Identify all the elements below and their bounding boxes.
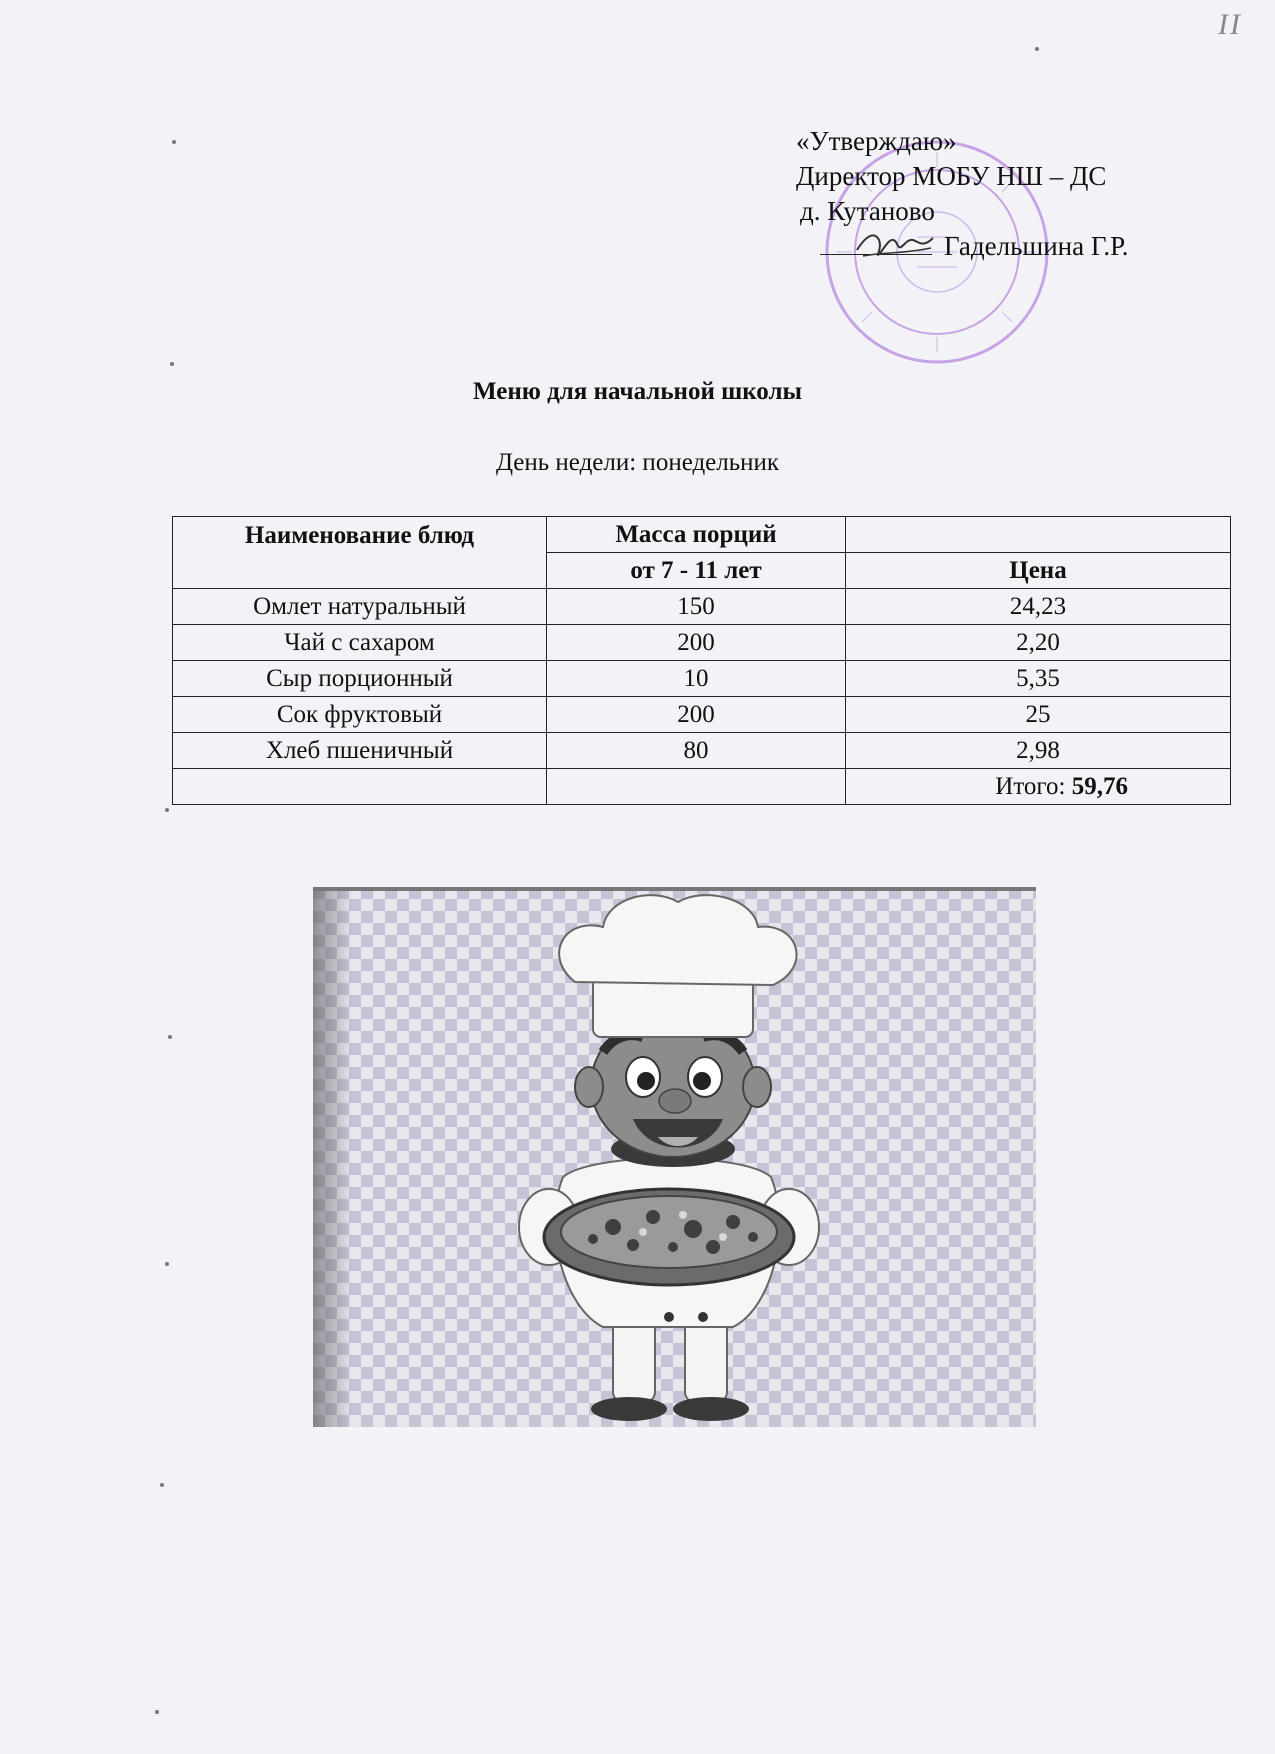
scan-speck <box>155 1710 159 1714</box>
approval-location: д. Кутаново <box>800 196 935 226</box>
table-row <box>173 625 1231 661</box>
empty-cell <box>173 769 547 805</box>
dish-name: Хлеб пшеничный <box>173 733 547 769</box>
dish-mass: 200 <box>547 625 846 661</box>
scan-speck <box>168 1035 172 1039</box>
approval-heading: «Утверждаю» <box>796 126 957 156</box>
price-header-top <box>846 517 1231 553</box>
scan-speck <box>165 1262 169 1266</box>
dish-name: Омлет натуральный <box>173 589 547 625</box>
mass-header: Масса порций <box>547 517 846 553</box>
total-row <box>173 769 1231 805</box>
handwritten-signature <box>853 226 938 268</box>
signature-line <box>796 229 1129 264</box>
dish-price: 24,23 <box>846 589 1231 625</box>
scan-speck <box>165 808 169 812</box>
scan-speck <box>170 362 174 366</box>
total-cell <box>846 769 1231 805</box>
total-value: 59,76 <box>1071 773 1128 800</box>
dish-name: Сыр порционный <box>173 661 547 697</box>
menu-table <box>172 516 1231 805</box>
dish-price: 25 <box>846 697 1231 733</box>
dish-mass: 200 <box>547 697 846 733</box>
dish-mass: 10 <box>547 661 846 697</box>
table-row <box>173 733 1231 769</box>
dish-name: Сок фруктовый <box>173 697 547 733</box>
dish-mass: 80 <box>547 733 846 769</box>
table-row <box>173 697 1231 733</box>
signer-name: Гадельшина Г.Р. <box>944 231 1129 261</box>
scan-speck <box>172 140 176 144</box>
dish-name-header: Наименование блюд <box>173 517 547 589</box>
dish-name: Чай с сахаром <box>173 625 547 661</box>
total-label: Итого: <box>995 773 1066 800</box>
empty-cell <box>547 769 846 805</box>
scan-speck <box>160 1483 164 1487</box>
chef-illustration <box>313 887 1036 1427</box>
dish-mass: 150 <box>547 589 846 625</box>
day-of-week: День недели: понедельник <box>495 449 780 476</box>
table-row <box>173 661 1231 697</box>
header-row-top <box>173 517 1231 553</box>
dish-price: 2,20 <box>846 625 1231 661</box>
table-row <box>173 589 1231 625</box>
price-header: Цена <box>846 553 1231 589</box>
page-title: Меню для начальной школы <box>473 378 802 405</box>
dish-price: 2,98 <box>846 733 1231 769</box>
corner-mark: II <box>1218 8 1242 41</box>
approval-position: Директор МОБУ НШ – ДС <box>796 161 1107 191</box>
dish-price: 5,35 <box>846 661 1231 697</box>
approval-block <box>796 124 1129 264</box>
age-group-header: от 7 - 11 лет <box>547 553 846 589</box>
scan-speck <box>1035 47 1039 51</box>
